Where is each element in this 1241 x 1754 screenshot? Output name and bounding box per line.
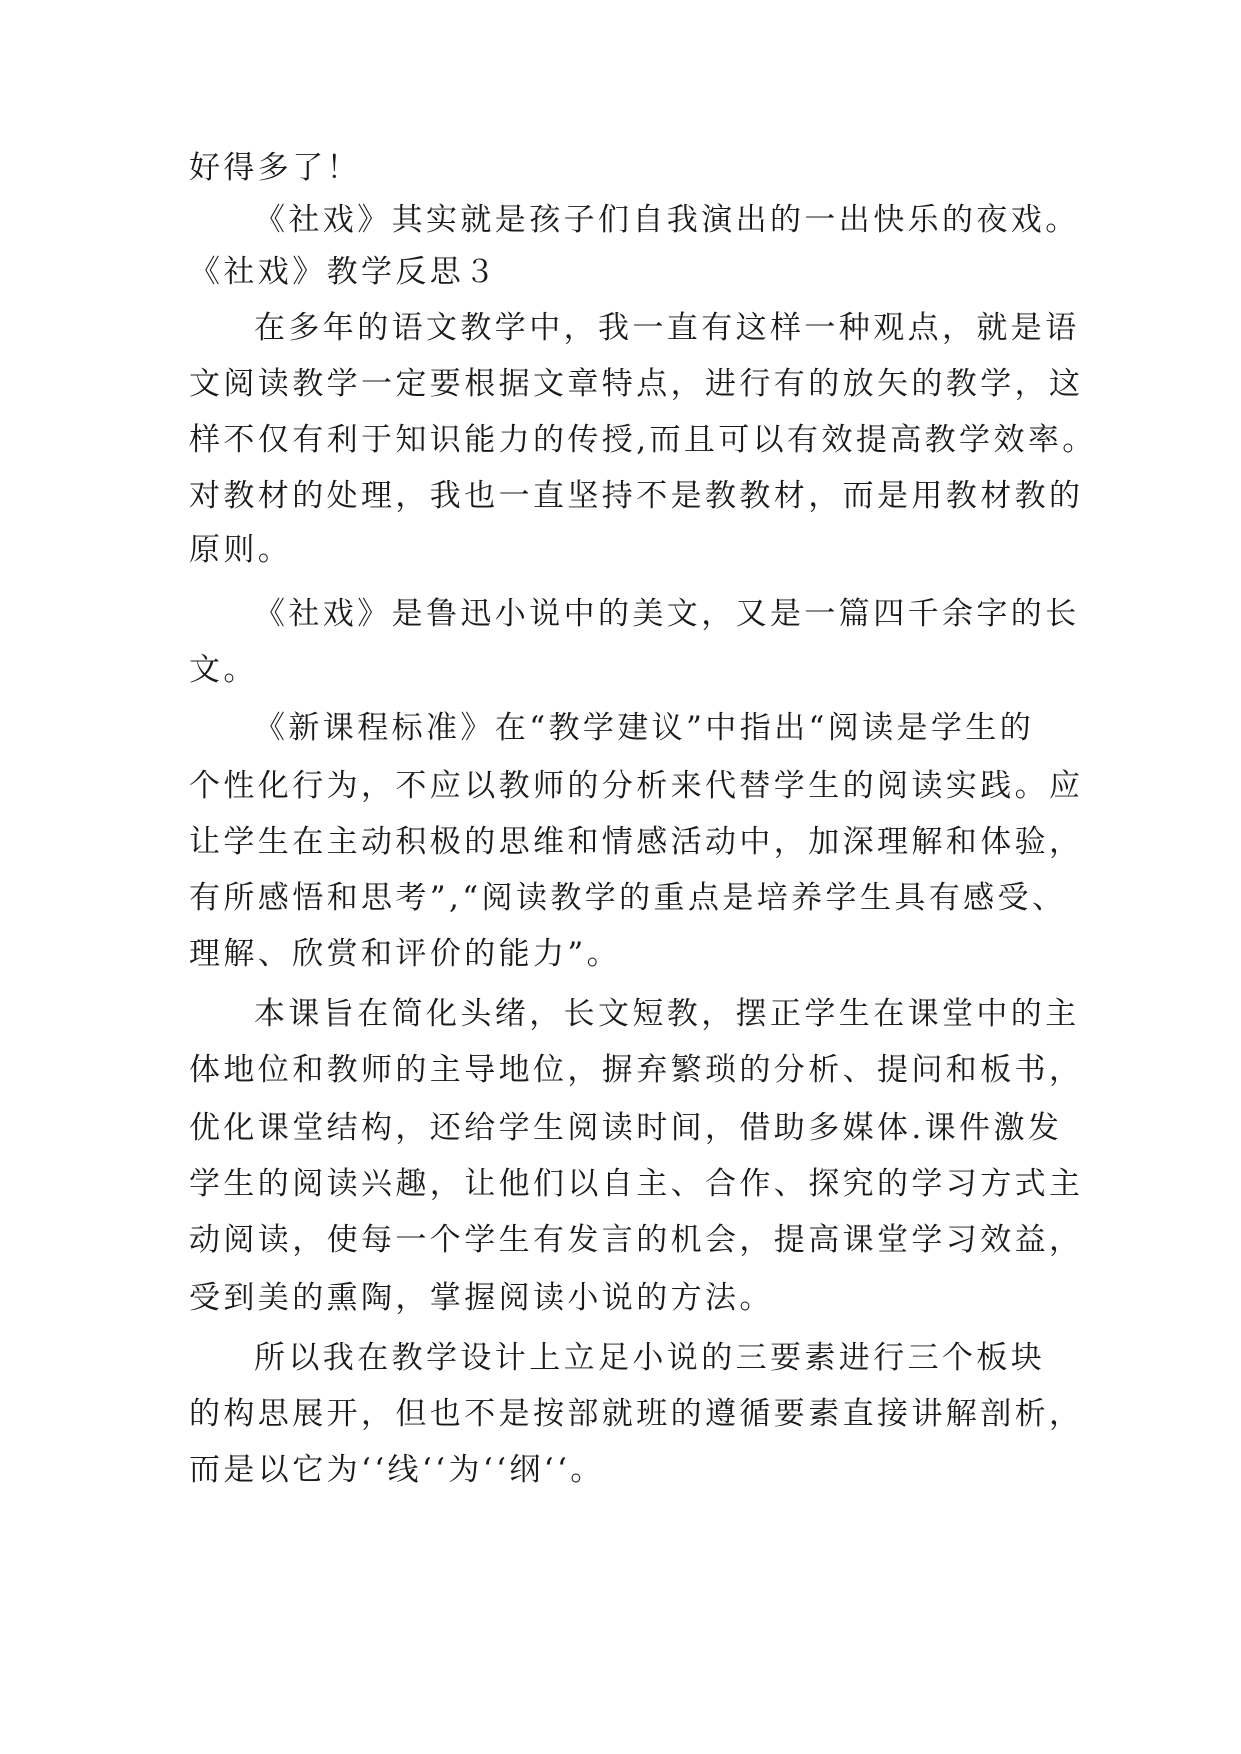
text-line: 动阅读，使每一个学生有发言的机会，提高课堂学习效益，	[189, 1222, 1084, 1258]
text-line: 所以我在教学设计上立足小说的三要素进行三个板块	[254, 1340, 1046, 1376]
text-line: 在多年的语文教学中，我一直有这样一种观点，就是语	[254, 310, 1080, 346]
text-line: 本课旨在简化头绪，长文短教，摆正学生在课堂中的主	[254, 996, 1080, 1032]
text-line: 有所感悟和思考”,“阅读教学的重点是培养学生具有感受、	[189, 880, 1067, 916]
text-line: 优化课堂结构，还给学生阅读时间，借助多媒体.课件激发	[189, 1110, 1063, 1146]
text-line: 《社戏》是鲁迅小说中的美文，又是一篇四千余字的长	[254, 596, 1080, 632]
text-line: 体地位和教师的主导地位，摒弃繁琐的分析、提问和板书，	[189, 1052, 1084, 1088]
text-line: 而是以它为‘‘线‘‘为‘‘纲‘‘。	[189, 1452, 605, 1488]
text-line: 学生的阅读兴趣，让他们以自主、合作、探究的学习方式主	[189, 1166, 1084, 1202]
text-line: 的构思展开，但也不是按部就班的遵循要素直接讲解剖析，	[189, 1396, 1084, 1432]
text-line: 对教材的处理，我也一直坚持不是教教材，而是用教材教的	[189, 478, 1084, 514]
text-line: 让学生在主动积极的思维和情感活动中，加深理解和体验，	[189, 824, 1084, 860]
text-line: 受到美的熏陶，掌握阅读小说的方法。	[189, 1280, 774, 1316]
text-line: 好得多了！	[189, 150, 361, 186]
text-line: 《社戏》其实就是孩子们自我演出的一出快乐的夜戏。	[254, 202, 1080, 238]
text-line: 文阅读教学一定要根据文章特点，进行有的放矢的教学，这	[189, 366, 1084, 402]
text-line: 理解、欣赏和评价的能力”。	[189, 936, 622, 972]
text-line: 个性化行为，不应以教师的分析来代替学生的阅读实践。应	[189, 768, 1084, 804]
text-line: 文。	[189, 652, 258, 688]
text-line: 《新课程标准》在“教学建议”中指出“阅读是学生的	[254, 710, 1035, 746]
text-line: 原则。	[189, 532, 293, 568]
text-line: 样不仅有利于知识能力的传授,而且可以有效提高教学效率。	[189, 422, 1097, 458]
section-heading: 《社戏》教学反思３	[189, 254, 499, 290]
